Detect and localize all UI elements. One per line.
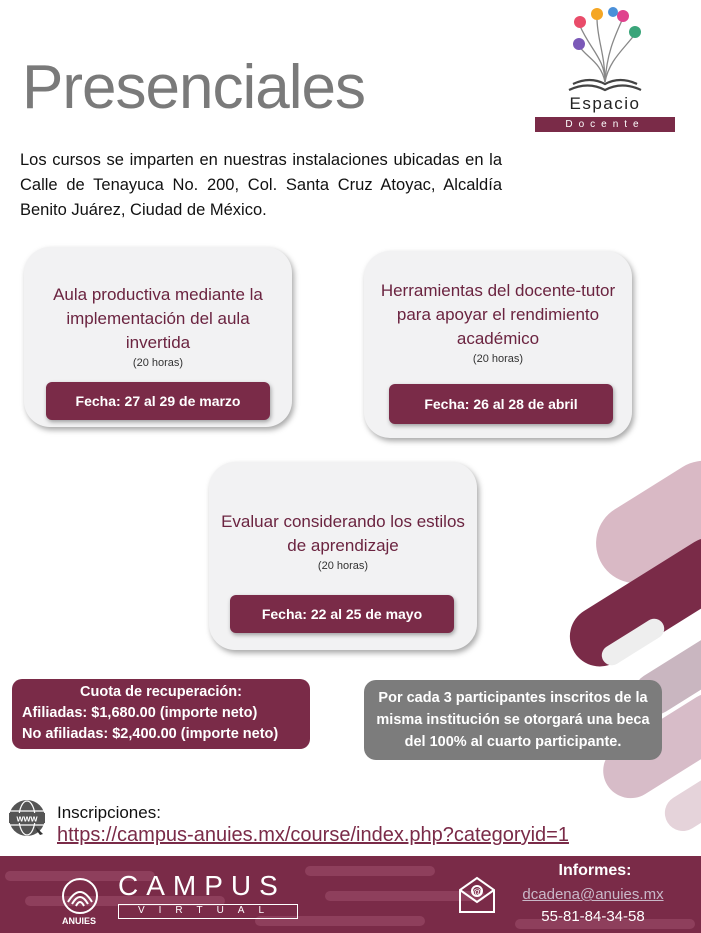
virtual-word: VIRTUAL: [118, 904, 298, 919]
mail-icon: [456, 874, 498, 916]
course-title: Herramientas del docente-tutor para apoyar el rendimiento académico: [380, 281, 616, 348]
registration-label: Inscripciones:: [57, 803, 161, 822]
svg-text:www: www: [16, 813, 38, 824]
informes-title: Informes:: [558, 862, 632, 879]
fee-title: Cuota de recuperación:: [80, 684, 242, 700]
fee-affiliated: Afiliadas: $1,680.00 (importe neto): [22, 705, 258, 721]
course-date-button[interactable]: Fecha: 27 al 29 de marzo: [46, 382, 270, 420]
contact-email-link[interactable]: dcadena@anuies.mx: [522, 886, 664, 903]
campus-word: CAMPUS: [118, 870, 286, 901]
fee-non-affiliated: No afiliadas: $2,400.00 (importe neto): [22, 726, 279, 742]
footer: [0, 856, 701, 933]
course-date-button[interactable]: Fecha: 22 al 25 de mayo: [230, 595, 454, 633]
book-tree-icon: [535, 4, 675, 94]
course-date-button[interactable]: Fecha: 26 al 28 de abril: [389, 384, 613, 424]
logo-word: Espacio: [569, 94, 641, 113]
course-card: [209, 462, 477, 650]
course-card: [364, 251, 632, 438]
logo-bar: Docente: [535, 117, 675, 132]
anuies-label: ANUIES: [62, 916, 97, 926]
registration-link[interactable]: https://campus-anuies.mx/course/index.php?categoryid=1: [57, 824, 569, 846]
course-title: Aula productiva mediante la implementación del aula invertida: [53, 285, 263, 352]
course-card: [24, 247, 292, 427]
course-title: Evaluar considerando los estilos de aprendizaje: [221, 512, 465, 555]
scholarship-promo-box: Por cada 3 participantes inscritos de la misma institución se otorgará una beca del 100% al cuarto participante.: [364, 680, 662, 760]
course-hours: (20 horas): [472, 353, 524, 365]
fee-box: [12, 679, 310, 749]
course-hours: (20 horas): [317, 560, 369, 572]
espacio-docente-logo: [535, 4, 675, 130]
contact-phone: 55-81-84-34-58: [541, 908, 645, 925]
globe-www-icon: [7, 798, 47, 838]
course-hours: (20 horas): [132, 357, 184, 369]
intro-paragraph: Los cursos se imparten en nuestras instalaciones ubicadas en la Calle de Tenayuca No. 200, Col. Santa Cruz Atoyac, Alcaldía Benito Juárez, Ciudad de México.: [20, 151, 502, 219]
svg-text:@: @: [472, 887, 482, 897]
anuies-emblem-icon: [60, 876, 100, 916]
page-title: Presenciales: [22, 53, 365, 122]
